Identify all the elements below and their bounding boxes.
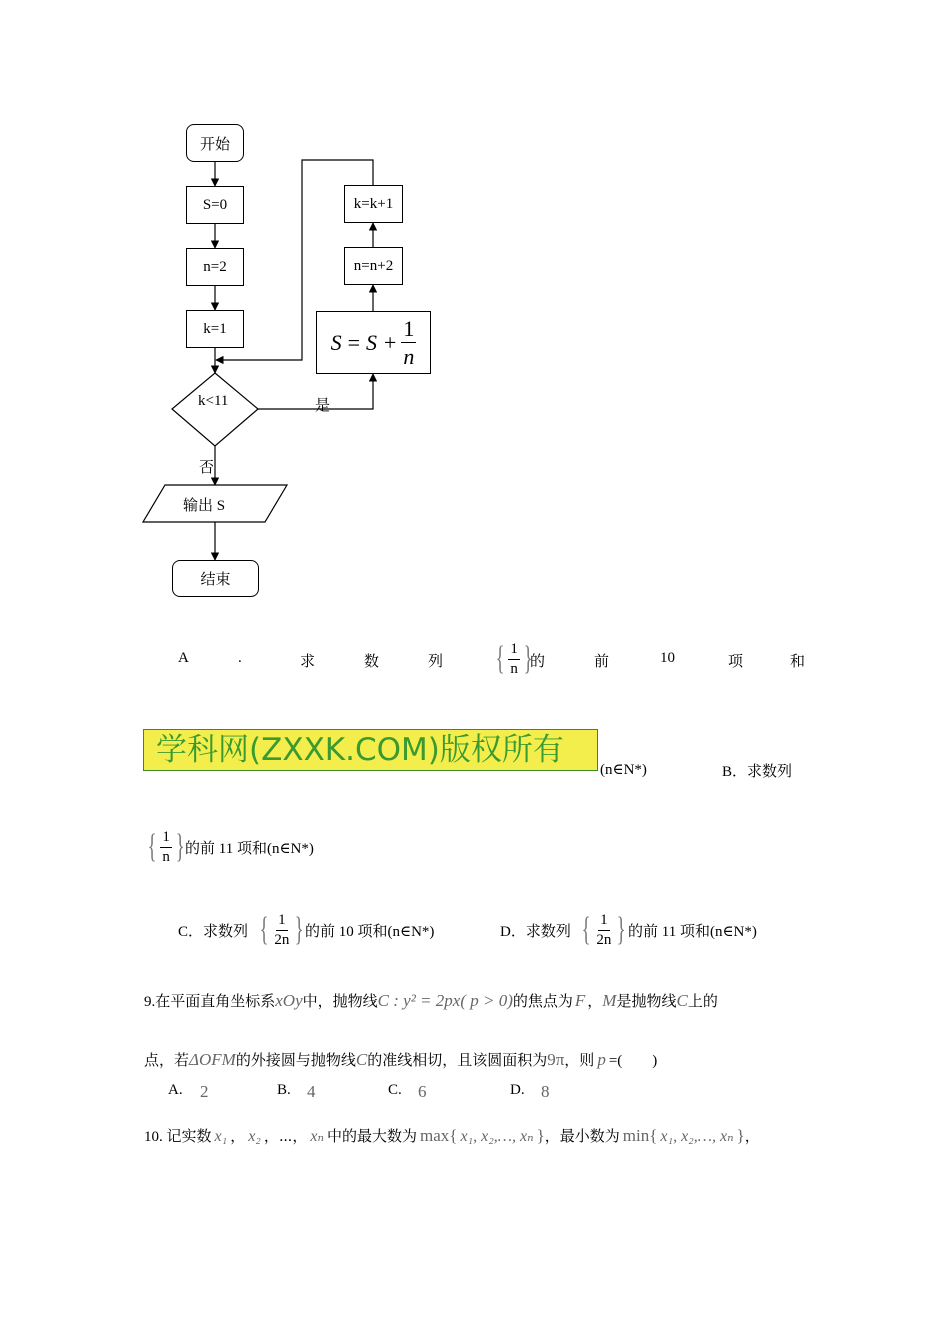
q9-line2 — [144, 1049, 657, 1070]
q9-option-d-label: D. — [510, 1082, 525, 1098]
option-a-de: 的 — [530, 654, 546, 670]
step-k-node: k=k+1 — [344, 185, 403, 223]
option-b-text: B．求数列 — [722, 764, 793, 780]
option-b-tail: 的前 11 项和(n∈N*) — [185, 841, 314, 857]
option-d-num: 1 — [598, 911, 610, 931]
option-a-he: 和 — [790, 654, 806, 670]
option-b-sequence: { $\frac{1}{n}$ } — [147, 828, 185, 866]
option-c-den: 2n — [274, 931, 290, 948]
init-k-node: k=1 — [186, 310, 244, 348]
option-d-sequence: { $\frac{1}{2n}$ } — [581, 911, 626, 949]
q9-p: p — [597, 1050, 606, 1069]
option-a-xiang: 项 — [728, 654, 744, 670]
q9-area: 9π — [547, 1050, 565, 1069]
q9-xoy: xOy — [275, 991, 303, 1010]
q10-max: max — [420, 1126, 450, 1145]
option-b-num: 1 — [160, 828, 172, 848]
option-a-char3: 列 — [428, 654, 444, 670]
update-s-node — [316, 311, 431, 374]
q10-text-end: ， — [744, 1129, 760, 1145]
q9-text-3: 的焦点为 — [512, 994, 573, 1010]
q9-text-4: 是抛物线 — [616, 994, 677, 1010]
q9-option-d-value: 8 — [541, 1082, 550, 1101]
update-fraction — [401, 315, 416, 371]
decision-label: k<11 — [198, 393, 229, 409]
q10-max-args: x₁, x₂,…, xₙ — [460, 1128, 534, 1145]
q9-option-c-value: 6 — [418, 1082, 427, 1101]
option-d-tail: 的前 11 项和(n∈N*) — [628, 924, 757, 940]
q9-equation: C : y² = 2px( p > 0) — [377, 991, 513, 1010]
q10-text-2: 中的最大数为 — [326, 1129, 417, 1145]
q9-curve-c2: C — [355, 1050, 368, 1069]
option-c-fraction — [272, 911, 291, 950]
q10-comma-2: ，⋯， — [263, 1129, 308, 1145]
option-a-num: 1 — [508, 640, 520, 660]
q9-text-10: =( ) — [608, 1053, 658, 1069]
q9-text-6: 点，若 — [144, 1053, 190, 1069]
option-a-tail: (n∈N*) — [600, 762, 647, 778]
option-c-text: C．求数列 — [178, 924, 249, 940]
init-n-node: n=2 — [186, 248, 244, 286]
start-node: 开始 — [186, 124, 244, 162]
q10-x1: x₁ — [214, 1128, 228, 1145]
q10-line1: 10. 记实数 x₁ ， x₂ ，⋯， xₙ 中的最大数为 max{ x₁, x₂,…, xₙ }，最小数为 min{ x₁, x₂,…, xₙ }， — [144, 1126, 760, 1145]
option-a-char1: 求 — [300, 654, 316, 670]
q9-text-2: 中，抛物线 — [302, 994, 378, 1010]
update-den: n — [403, 344, 415, 369]
q10-comma-1: ， — [230, 1129, 246, 1145]
no-label: 否 — [199, 460, 215, 476]
end-node: 结束 — [172, 560, 259, 597]
step-n-node: n=n+2 — [344, 247, 403, 285]
option-b-fraction — [160, 828, 172, 867]
option-d-fraction — [594, 911, 613, 950]
update-lhs: S — [330, 329, 342, 355]
q9-option-b-label: B. — [277, 1082, 291, 1098]
q9-comma: ， — [587, 994, 603, 1010]
option-d-den: 2n — [596, 931, 612, 948]
init-s-node: S=0 — [186, 186, 244, 224]
option-c-num: 1 — [276, 911, 288, 931]
q9-option-b-value: 4 — [307, 1082, 316, 1101]
q9-text-8: 的准线相切，且该圆面积为 — [367, 1053, 548, 1069]
q10-min: min — [622, 1126, 650, 1145]
q10-min-args: x₁, x₂,…, xₙ — [660, 1128, 734, 1145]
output-label: 输出 S — [183, 498, 226, 514]
option-d-text: D．求数列 — [500, 924, 571, 940]
q10-text-3: ，最小数为 — [544, 1129, 620, 1145]
option-a-label: A — [178, 650, 189, 666]
q9-triangle: ΔOFM — [189, 1050, 236, 1069]
option-a-qian: 前 — [594, 654, 610, 670]
option-a-char2: 数 — [364, 654, 380, 670]
option-a-sequence: { $\frac{1}{n}$ } — [495, 640, 533, 678]
option-a-fraction — [508, 640, 520, 679]
option-a-ten: 10 — [660, 650, 675, 666]
q9-option-c-label: C. — [388, 1082, 402, 1098]
option-a-den: n — [510, 660, 518, 677]
option-a-dot: . — [238, 650, 242, 666]
q9-line1 — [144, 990, 718, 1011]
option-c-tail: 的前 10 项和(n∈N*) — [305, 924, 435, 940]
q9-curve-c: C — [676, 991, 688, 1010]
q9-option-a-value: 2 — [200, 1082, 209, 1101]
option-c-sequence: { $\frac{1}{2n}$ } — [259, 911, 304, 949]
yes-label: 是 — [315, 398, 331, 414]
q9-text-1: 9.在平面直角坐标系 — [144, 994, 276, 1010]
q9-focus-f: F — [574, 991, 586, 1010]
q9-option-a-label: A. — [168, 1082, 183, 1098]
q10-text-1: 10. 记实数 — [144, 1129, 212, 1145]
q10-xn: xₙ — [310, 1128, 324, 1145]
option-b-den: n — [162, 848, 170, 865]
update-eq: = — [347, 329, 361, 355]
q9-text-5: 上的 — [687, 994, 718, 1010]
q10-x2: x₂ — [248, 1128, 261, 1145]
update-num: 1 — [401, 315, 416, 344]
q9-text-7: 的外接圆与抛物线 — [235, 1053, 356, 1069]
update-rhs: S + — [366, 329, 398, 355]
flowchart-connectors — [0, 0, 950, 620]
q9-text-9: ，则 — [564, 1053, 595, 1069]
watermark-banner: 学科网(ZXXK.COM)版权所有 — [143, 729, 598, 771]
q9-point-m: M — [602, 991, 617, 1010]
